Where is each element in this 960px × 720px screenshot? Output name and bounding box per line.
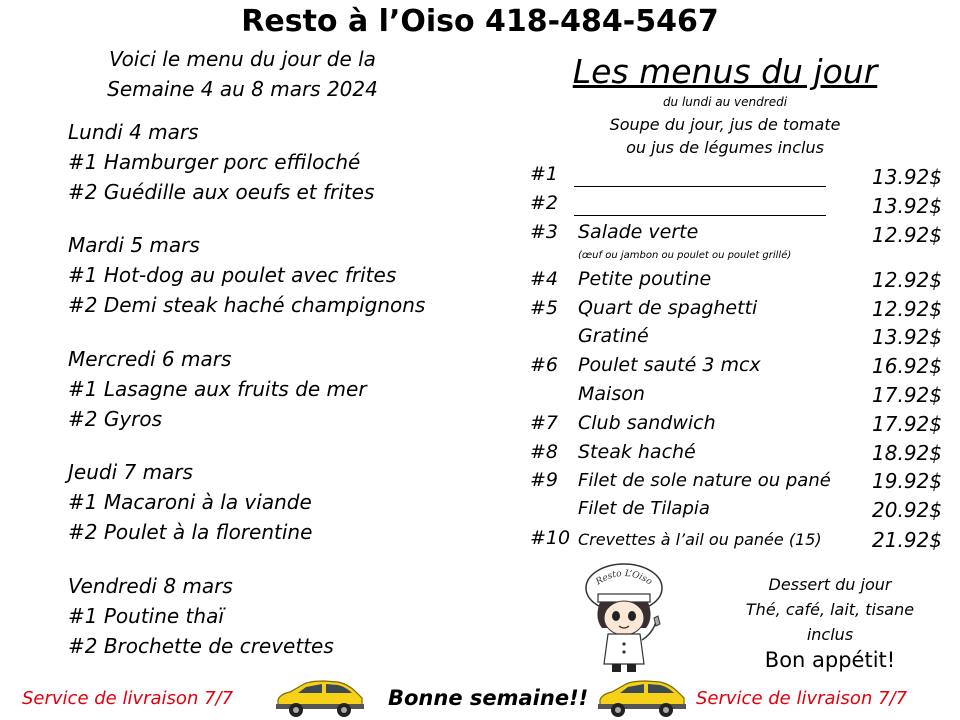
dessert-line-3: inclus: [806, 625, 854, 644]
car-icon: [274, 678, 366, 720]
menu-item-price: 12.92$: [872, 297, 942, 321]
menu-item-name: Petite poutine: [578, 268, 712, 290]
menu-item-price: 20.92$: [872, 498, 942, 522]
menu-item-name: Steak haché: [578, 441, 696, 463]
day-item-2: #2 Demi steak haché champignons: [68, 293, 426, 317]
menu-item-number: #8: [530, 441, 559, 463]
day-block-friday: [68, 571, 334, 661]
menu-item-price: 12.92$: [872, 268, 942, 292]
day-item-2: #2 Gyros: [68, 407, 163, 431]
menu-item-blank-line: [574, 167, 826, 187]
menu-item-number: #6: [530, 354, 559, 376]
menu-item-price: 13.92$: [872, 165, 942, 189]
menu-item-price: 21.92$: [872, 528, 942, 552]
menu-item-number: #3: [530, 221, 559, 243]
menu-item-blank-line: [574, 196, 826, 216]
menu-item-note: (œuf ou jambon ou poulet ou poulet grillé): [578, 250, 792, 261]
menu-included-line-2: ou jus de légumes inclus: [626, 138, 824, 157]
intro-line-1: Voici le menu du jour de la: [109, 47, 376, 71]
dessert-line-2: Thé, café, lait, tisane: [745, 600, 915, 619]
menu-item-name: Filet de Tilapia: [578, 498, 710, 519]
menu-item-price: 13.92$: [872, 194, 942, 218]
day-block-thursday: [68, 457, 312, 547]
day-item-1: #1 Lasagne aux fruits de mer: [68, 377, 367, 401]
menu-item-name: Filet de sole nature ou pané: [578, 470, 831, 491]
menu-included-line-1: Soupe du jour, jus de tomate: [609, 115, 841, 134]
menu-item-name: Salade verte: [578, 221, 699, 243]
day-item-2: #2 Guédille aux oeufs et frites: [68, 180, 375, 204]
menu-item-price: 17.92$: [872, 383, 942, 407]
day-label: Mardi 5 mars: [68, 233, 200, 257]
menu-item-name: Quart de spaghetti: [578, 297, 758, 319]
dessert-line-1: Dessert du jour: [768, 575, 892, 594]
day-item-1: #1 Poutine thaï: [68, 604, 224, 628]
intro-line-2: Semaine 4 au 8 mars 2024: [107, 77, 378, 101]
day-block-monday: [68, 117, 374, 207]
menu-item-name: Club sandwich: [578, 412, 716, 434]
menu-item-price: 18.92$: [872, 441, 942, 465]
delivery-service-right: Service de livraison 7/7: [696, 688, 908, 709]
day-item-1: #1 Hot-dog au poulet avec frites: [68, 263, 397, 287]
menu-subtitle: du lundi au vendredi: [662, 95, 788, 109]
day-item-2: #2 Brochette de crevettes: [68, 634, 334, 658]
page-title: Resto à l’Oiso 418-484-5467: [241, 4, 719, 39]
day-label: Mercredi 6 mars: [68, 347, 232, 371]
car-icon: [596, 678, 688, 720]
mascot-label: Resto L’Oiso: [594, 568, 654, 588]
menu-item-price: 13.92$: [872, 325, 942, 349]
menu-item-name: Crevettes à l’ail ou panée (15): [578, 530, 822, 549]
menu-item-number: #2: [530, 192, 559, 214]
day-item-1: #1 Macaroni à la viande: [68, 490, 312, 514]
menu-item-number: #10: [530, 527, 571, 549]
menu-title: Les menus du jour: [572, 52, 878, 91]
bon-appetit-text: Bon appétit!: [764, 648, 896, 672]
delivery-service-left: Service de livraison 7/7: [22, 688, 234, 709]
menu-item-name: Gratiné: [578, 325, 649, 347]
day-item-2: #2 Poulet à la florentine: [68, 520, 313, 544]
bonne-semaine-text: Bonne semaine!!: [388, 686, 589, 710]
menu-item-number: #4: [530, 268, 559, 290]
menu-item-name: Poulet sauté 3 mcx: [578, 354, 761, 376]
day-item-1: #1 Hamburger porc effiloché: [68, 150, 361, 174]
menu-item-number: #7: [530, 412, 559, 434]
menu-item-price: 16.92$: [872, 354, 942, 378]
day-label: Vendredi 8 mars: [68, 574, 233, 598]
menu-item-number: #9: [530, 469, 559, 491]
day-block-tuesday: [68, 230, 425, 320]
menu-item-price: 12.92$: [872, 223, 942, 247]
day-block-wednesday: [68, 344, 367, 434]
menu-item-number: #1: [530, 163, 559, 185]
menu-item-name: Maison: [578, 383, 645, 405]
menu-item-number: #5: [530, 297, 559, 319]
menu-item-price: 19.92$: [872, 469, 942, 493]
chef-mascot-logo: [572, 558, 676, 676]
dessert-info: [730, 572, 930, 647]
day-label: Lundi 4 mars: [68, 120, 199, 144]
intro-text: [70, 44, 415, 104]
menu-item-price: 17.92$: [872, 412, 942, 436]
day-label: Jeudi 7 mars: [68, 460, 193, 484]
